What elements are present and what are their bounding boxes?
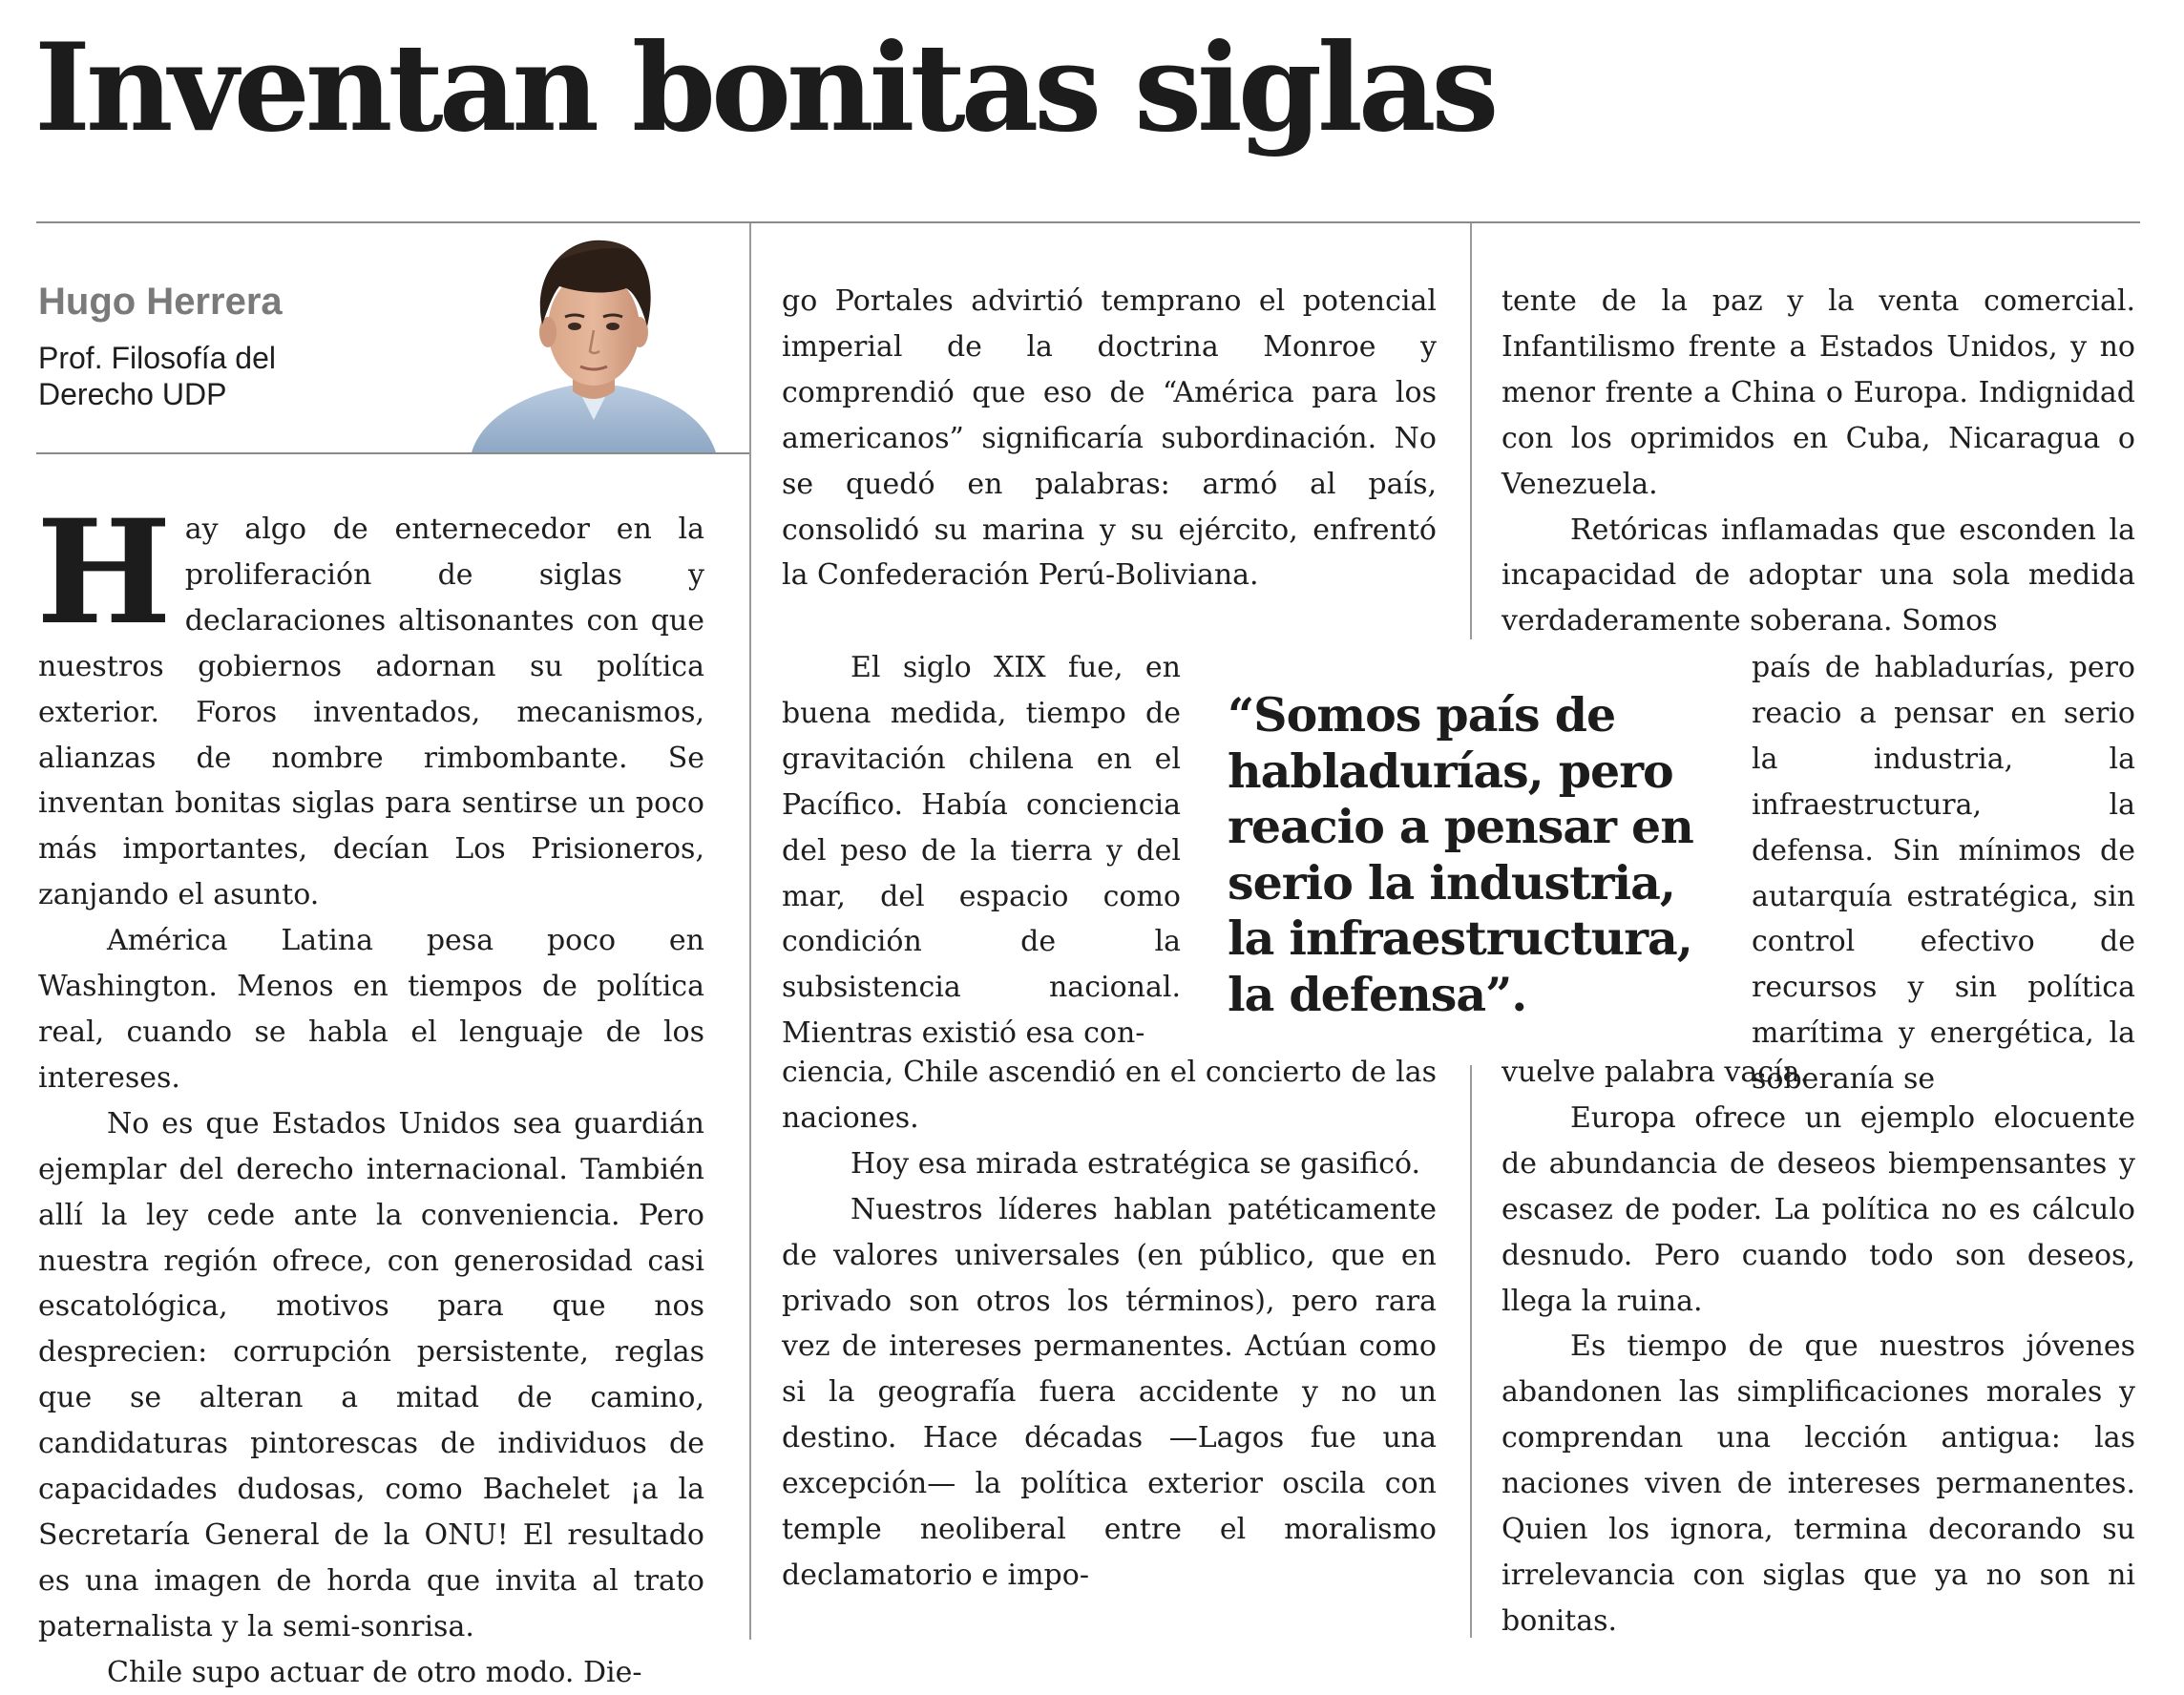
author-portrait [464,233,724,452]
column-3-bottom [1502,1050,2135,1644]
column-3-top [1502,279,2135,644]
column-divider-2-upper [1470,223,1472,639]
column-2-bottom [782,1050,1437,1599]
paragraph: ciencia, Chile ascendió en el concierto de las naciones. [782,1056,1437,1135]
paragraph: Europa ofrece un ejemplo elocuente de abundancia de deseos biempensantes y escasez de poder. La política no es cálculo desnudo. Pero cuando todo son deseos, llega la ruina. [1502,1100,2135,1318]
paragraph-text: ay algo de enternecedor en la proliferación de siglas y declaraciones altisonantes con que nuestros gobiernos adornan su política exterior. Foros inventados, mecanismos, alianzas de nombre rimbombante. Se inventan bonitas siglas para sentirse un poco más importantes, decían Los Prisioneros, zanjando el asunto. [38,513,704,912]
byline-divider [36,452,749,454]
paragraph: América Latina pesa poco en Washington. Menos en tiempos de política real, cuando se habla el lenguaje de los intereses. [38,924,704,1095]
headline: Inventan bonitas siglas [34,17,1495,158]
drop-cap: H [36,489,172,657]
column-divider-1 [749,223,751,1640]
column-1 [36,489,704,1689]
paragraph: Chile supo actuar de otro modo. Die- [107,1655,642,1689]
paragraph: Nuestros líderes hablan patéticamente de valores universales (en público, que en privado son otros los términos), pero rara vez de intereses permanentes. Actúan como si la geografía fuera accidente y no un destino. Hace décadas —Lagos fue una excepción— la política exterior oscila con temple neoliberal entre el moralismo declamatorio e impo- [782,1192,1437,1592]
paragraph: El siglo XIX fue, en buena medida, tiempo de gravitación chilena en el Pacífico. Había conciencia del peso de la tierra y del mar, del espacio como condición de la subsistencia nacional. Mientras existió esa con- [782,651,1181,1051]
paragraph: Retóricas inflamadas que esconden la incapacidad de adoptar una sola medida verdaderamente soberana. Somos [1502,513,2135,638]
column-divider-2-lower [1470,1065,1472,1638]
paragraph [36,489,704,918]
pull-quote: “Somos país de habladurías, pero reacio a pensar en serio la industria, la infraestructura, la defensa”. [1228,687,1693,1022]
column-3-narrow [1752,645,2135,1102]
column-2-narrow [782,645,1181,1057]
paragraph: go Portales advirtió temprano el potencial imperial de la doctrina Monroe y comprendió que eso de “América para los americanos” significaría subordinación. No se quedó en palabras: armó al país, consolidó su marina y su ejército, enfrentó la Confederación Perú-Boliviana. [782,284,1437,593]
paragraph: Hoy esa mirada estratégica se gasificó. [850,1146,1421,1181]
paragraph: vuelve palabra vacía. [1502,1056,1810,1089]
paragraph: tente de la paz y la venta comercial. Infantilismo frente a Estados Unidos, y no menor frente a China o Europa. Indignidad con los oprimidos en Cuba, Nicaragua o Venezuela. [1502,284,2135,501]
author-name: Hugo Herrera [38,281,283,323]
top-divider [36,221,2140,223]
paragraph: No es que Estados Unidos sea guardián ejemplar del derecho internacional. También allí la ley cede ante la conveniencia. Pero nuestra región ofrece, con generosidad casi escatológica, motivos para que nos desprecien: corrupción persistente, reglas que se alteran a mitad de camino, candidaturas pintorescas de individuos de capacidades dudosas, como Bachelet ¡a la Secretaría General de la ONU! El resultado es una imagen de horda que invita al trato paternalista y la semi-sonrisa. [38,1106,704,1643]
column-2-top [782,279,1437,598]
author-role: Prof. Filosofía del Derecho UDP [38,341,276,411]
paragraph: Es tiempo de que nuestros jóvenes abandonen las simplificaciones morales y comprendan una lección antigua: las naciones viven de intereses permanentes. Quien los ignora, termina decorando su irrelevancia con siglas que ya no son ni bonitas. [1502,1329,2135,1638]
paragraph: país de habladurías, pero reacio a pensar en serio la industria, la infraestructura, la defensa. Sin mínimos de autarquía estratégica, sin control efectivo de recursos y sin política marítima y energética, la soberanía se [1752,651,2135,1097]
